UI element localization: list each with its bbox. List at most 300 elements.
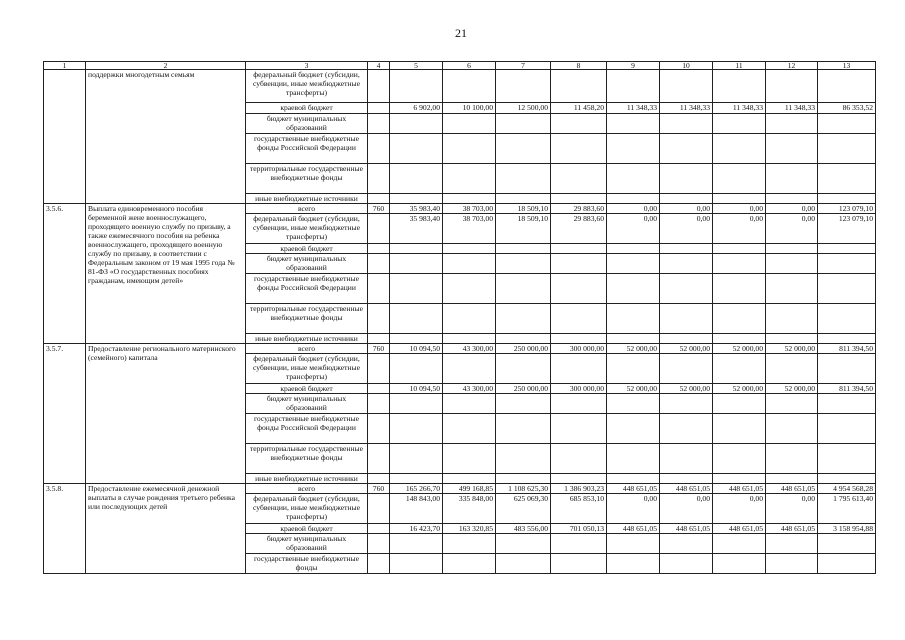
value-cell-col-8: 29 883,60 xyxy=(551,204,607,214)
value-cell-col-12 xyxy=(766,164,818,194)
value-cell-col-12 xyxy=(766,534,818,554)
value-cell-col-13: 86 353,52 xyxy=(818,103,876,114)
value-cell-col-7 xyxy=(496,164,551,194)
value-cell-col-6 xyxy=(443,274,496,304)
value-cell-col-12 xyxy=(766,304,818,334)
value-cell-col-12 xyxy=(766,70,818,103)
code-cell xyxy=(368,304,390,334)
value-cell-col-8 xyxy=(551,334,607,344)
value-cell-col-12: 0,00 xyxy=(766,494,818,524)
value-cell-col-9 xyxy=(607,194,660,204)
value-cell-col-7 xyxy=(496,134,551,164)
value-cell-col-9: 448 651,05 xyxy=(607,484,660,494)
value-cell-col-7 xyxy=(496,444,551,474)
value-cell-col-6: 10 100,00 xyxy=(443,103,496,114)
code-cell xyxy=(368,354,390,384)
value-cell-col-6 xyxy=(443,444,496,474)
value-cell-col-6 xyxy=(443,194,496,204)
funding-source-label: иные внебюджетные источники xyxy=(246,194,368,204)
value-cell-col-13 xyxy=(818,244,876,254)
value-cell-col-9 xyxy=(607,414,660,444)
value-cell-col-9 xyxy=(607,274,660,304)
value-cell-col-9: 0,00 xyxy=(607,214,660,244)
value-cell-col-8 xyxy=(551,474,607,484)
value-cell-col-7 xyxy=(496,254,551,274)
value-cell-col-11 xyxy=(713,414,766,444)
header-row xyxy=(44,62,876,70)
value-cell-col-8 xyxy=(551,254,607,274)
value-cell-col-12 xyxy=(766,414,818,444)
value-cell-col-6 xyxy=(443,474,496,484)
value-cell-col-12: 0,00 xyxy=(766,204,818,214)
value-cell-col-10 xyxy=(660,164,713,194)
value-cell-col-10 xyxy=(660,70,713,103)
value-cell-col-5: 35 983,40 xyxy=(390,214,443,244)
funding-source-label: краевой бюджет xyxy=(246,244,368,254)
value-cell-col-5 xyxy=(390,164,443,194)
value-cell-col-5: 6 902,00 xyxy=(390,103,443,114)
value-cell-col-9: 0,00 xyxy=(607,204,660,214)
value-cell-col-8: 11 458,20 xyxy=(551,103,607,114)
value-cell-col-13: 811 394,50 xyxy=(818,384,876,394)
header-cell-4: 4 xyxy=(368,62,390,70)
value-cell-col-7: 18 509,10 xyxy=(496,204,551,214)
page-number: 21 xyxy=(455,26,467,40)
value-cell-col-11: 11 348,33 xyxy=(713,103,766,114)
value-cell-col-7: 12 500,00 xyxy=(496,103,551,114)
value-cell-col-10 xyxy=(660,194,713,204)
value-cell-col-5 xyxy=(390,554,443,574)
value-cell-col-8 xyxy=(551,534,607,554)
value-cell-col-9: 11 348,33 xyxy=(607,103,660,114)
value-cell-col-10 xyxy=(660,134,713,164)
header-cell-8: 8 xyxy=(551,62,607,70)
code-cell xyxy=(368,394,390,414)
header-cell-13: 13 xyxy=(818,62,876,70)
value-cell-col-7 xyxy=(496,194,551,204)
value-cell-col-13: 811 394,50 xyxy=(818,344,876,354)
value-cell-col-6 xyxy=(443,334,496,344)
code-cell: 760 xyxy=(368,344,390,354)
header-cell-10: 10 xyxy=(660,62,713,70)
value-cell-col-10: 52 000,00 xyxy=(660,384,713,394)
value-cell-col-11 xyxy=(713,304,766,334)
code-cell xyxy=(368,134,390,164)
value-cell-col-12 xyxy=(766,554,818,574)
section-code xyxy=(44,70,86,204)
value-cell-col-8 xyxy=(551,414,607,444)
section-title: Предоставление ежемесячной денежной выплаты в случае рождения третьего ребенка или последующих детей xyxy=(86,484,246,574)
funding-source-label: краевой бюджет xyxy=(246,524,368,534)
value-cell-col-6 xyxy=(443,354,496,384)
value-cell-col-8 xyxy=(551,394,607,414)
value-cell-col-13: 123 079,10 xyxy=(818,204,876,214)
value-cell-col-5: 148 843,00 xyxy=(390,494,443,524)
code-cell xyxy=(368,254,390,274)
value-cell-col-12: 0,00 xyxy=(766,214,818,244)
value-cell-col-13: 123 079,10 xyxy=(818,214,876,244)
code-cell xyxy=(368,534,390,554)
value-cell-col-8 xyxy=(551,164,607,194)
value-cell-col-12: 52 000,00 xyxy=(766,384,818,394)
code-cell xyxy=(368,554,390,574)
funding-source-label: территориальные государственные внебюджетные фонды xyxy=(246,164,368,194)
header-cell-7: 7 xyxy=(496,62,551,70)
code-cell xyxy=(368,194,390,204)
value-cell-col-12 xyxy=(766,354,818,384)
value-cell-col-8 xyxy=(551,134,607,164)
section-title: поддержки многодетным семьям xyxy=(86,70,246,204)
value-cell-col-10 xyxy=(660,394,713,414)
value-cell-col-6 xyxy=(443,534,496,554)
value-cell-col-13 xyxy=(818,334,876,344)
value-cell-col-6 xyxy=(443,414,496,444)
value-cell-col-5 xyxy=(390,134,443,164)
value-cell-col-8: 29 883,60 xyxy=(551,214,607,244)
value-cell-col-6 xyxy=(443,114,496,134)
value-cell-col-12 xyxy=(766,394,818,414)
value-cell-col-11 xyxy=(713,534,766,554)
value-cell-col-7 xyxy=(496,114,551,134)
value-cell-col-10: 52 000,00 xyxy=(660,344,713,354)
code-cell xyxy=(368,384,390,394)
value-cell-col-11 xyxy=(713,164,766,194)
value-cell-col-6: 38 703,00 xyxy=(443,204,496,214)
value-cell-col-5 xyxy=(390,114,443,134)
value-cell-col-5: 10 094,50 xyxy=(390,344,443,354)
section-title: Выплата единовременного пособия беременной жене военнослужащего, проходящего военную службу по призыву, а также ежемесячного пособия на ребенка военнослужащего, проходящего военную службу по призыву, в соответствии с Федеральным законом от 19 мая 1995 года № 81-ФЗ «О государственных пособиях гражданам, имеющим детей» xyxy=(86,204,246,344)
value-cell-col-11 xyxy=(713,554,766,574)
value-cell-col-12 xyxy=(766,134,818,164)
value-cell-col-13 xyxy=(818,164,876,194)
value-cell-col-13 xyxy=(818,254,876,274)
value-cell-col-12 xyxy=(766,444,818,474)
code-cell xyxy=(368,274,390,304)
code-cell xyxy=(368,524,390,534)
table-row xyxy=(44,344,876,354)
value-cell-col-13 xyxy=(818,444,876,474)
value-cell-col-7: 18 509,10 xyxy=(496,214,551,244)
value-cell-col-13 xyxy=(818,534,876,554)
value-cell-col-11 xyxy=(713,194,766,204)
value-cell-col-8 xyxy=(551,114,607,134)
value-cell-col-5 xyxy=(390,334,443,344)
value-cell-col-8 xyxy=(551,444,607,474)
value-cell-col-7 xyxy=(496,334,551,344)
funding-source-label: иные внебюджетные источники xyxy=(246,334,368,344)
value-cell-col-5 xyxy=(390,244,443,254)
value-cell-col-12 xyxy=(766,114,818,134)
value-cell-col-13 xyxy=(818,414,876,444)
table-row xyxy=(44,70,876,103)
value-cell-col-8 xyxy=(551,70,607,103)
value-cell-col-5: 16 423,70 xyxy=(390,524,443,534)
value-cell-col-13: 3 158 954,88 xyxy=(818,524,876,534)
value-cell-col-12: 11 348,33 xyxy=(766,103,818,114)
value-cell-col-13 xyxy=(818,274,876,304)
funding-source-label: бюджет муниципальных образований xyxy=(246,254,368,274)
value-cell-col-10: 448 651,05 xyxy=(660,524,713,534)
value-cell-col-11: 448 651,05 xyxy=(713,524,766,534)
value-cell-col-9 xyxy=(607,70,660,103)
value-cell-col-10: 0,00 xyxy=(660,214,713,244)
header-cell-5: 5 xyxy=(390,62,443,70)
value-cell-col-8 xyxy=(551,304,607,334)
funding-source-label: государственные внебюджетные фонды xyxy=(246,554,368,574)
funding-source-label: федеральный бюджет (субсидии, субвенции, иные межбюджетные трансферты) xyxy=(246,354,368,384)
value-cell-col-5 xyxy=(390,274,443,304)
funding-source-label: бюджет муниципальных образований xyxy=(246,394,368,414)
value-cell-col-11 xyxy=(713,244,766,254)
funding-source-label: федеральный бюджет (субсидии, субвенции, иные межбюджетные трансферты) xyxy=(246,70,368,103)
value-cell-col-9 xyxy=(607,354,660,384)
funding-source-label: всего xyxy=(246,204,368,214)
value-cell-col-10 xyxy=(660,474,713,484)
value-cell-col-8: 701 050,13 xyxy=(551,524,607,534)
value-cell-col-7 xyxy=(496,304,551,334)
code-cell: 760 xyxy=(368,204,390,214)
funding-source-label: государственные внебюджетные фонды Российской Федерации xyxy=(246,414,368,444)
value-cell-col-11: 52 000,00 xyxy=(713,344,766,354)
value-cell-col-10 xyxy=(660,244,713,254)
value-cell-col-11 xyxy=(713,134,766,164)
value-cell-col-7: 250 000,00 xyxy=(496,344,551,354)
value-cell-col-9 xyxy=(607,334,660,344)
funding-source-label: федеральный бюджет (субсидии, субвенции, иные межбюджетные трансферты) xyxy=(246,494,368,524)
value-cell-col-5: 35 983,40 xyxy=(390,204,443,214)
value-cell-col-5 xyxy=(390,304,443,334)
value-cell-col-5 xyxy=(390,474,443,484)
funding-source-label: всего xyxy=(246,344,368,354)
budget-table xyxy=(43,61,876,574)
value-cell-col-8: 1 386 903,23 xyxy=(551,484,607,494)
header-cell-6: 6 xyxy=(443,62,496,70)
value-cell-col-6: 163 320,85 xyxy=(443,524,496,534)
code-cell xyxy=(368,494,390,524)
value-cell-col-12 xyxy=(766,194,818,204)
value-cell-col-6 xyxy=(443,70,496,103)
value-cell-col-5 xyxy=(390,534,443,554)
value-cell-col-5 xyxy=(390,354,443,384)
funding-source-label: территориальные государственные внебюджетные фонды xyxy=(246,444,368,474)
code-cell xyxy=(368,114,390,134)
funding-source-label: иные внебюджетные источники xyxy=(246,474,368,484)
value-cell-col-13 xyxy=(818,114,876,134)
value-cell-col-7 xyxy=(496,244,551,254)
value-cell-col-5 xyxy=(390,194,443,204)
value-cell-col-13 xyxy=(818,394,876,414)
value-cell-col-6 xyxy=(443,134,496,164)
value-cell-col-11 xyxy=(713,354,766,384)
value-cell-col-10: 448 651,05 xyxy=(660,484,713,494)
code-cell xyxy=(368,70,390,103)
value-cell-col-5 xyxy=(390,394,443,414)
value-cell-col-8: 300 000,00 xyxy=(551,344,607,354)
header-cell-11: 11 xyxy=(713,62,766,70)
value-cell-col-5 xyxy=(390,254,443,274)
value-cell-col-10 xyxy=(660,254,713,274)
value-cell-col-11 xyxy=(713,334,766,344)
value-cell-col-13 xyxy=(818,474,876,484)
value-cell-col-13 xyxy=(818,70,876,103)
header-cell-12: 12 xyxy=(766,62,818,70)
code-cell xyxy=(368,214,390,244)
funding-source-label: территориальные государственные внебюджетные фонды xyxy=(246,304,368,334)
value-cell-col-6: 43 300,00 xyxy=(443,384,496,394)
value-cell-col-6 xyxy=(443,254,496,274)
funding-source-label: государственные внебюджетные фонды Российской Федерации xyxy=(246,274,368,304)
funding-source-label: государственные внебюджетные фонды Российской Федерации xyxy=(246,134,368,164)
value-cell-col-8 xyxy=(551,274,607,304)
value-cell-col-9 xyxy=(607,554,660,574)
section-code: 3.5.7. xyxy=(44,344,86,484)
value-cell-col-11 xyxy=(713,474,766,484)
value-cell-col-9 xyxy=(607,394,660,414)
funding-source-label: бюджет муниципальных образований xyxy=(246,114,368,134)
value-cell-col-9: 0,00 xyxy=(607,494,660,524)
value-cell-col-13 xyxy=(818,554,876,574)
value-cell-col-13 xyxy=(818,304,876,334)
value-cell-col-9 xyxy=(607,134,660,164)
value-cell-col-12 xyxy=(766,474,818,484)
value-cell-col-9 xyxy=(607,254,660,274)
value-cell-col-13: 1 795 613,40 xyxy=(818,494,876,524)
value-cell-col-13 xyxy=(818,194,876,204)
value-cell-col-8: 685 853,10 xyxy=(551,494,607,524)
code-cell: 760 xyxy=(368,484,390,494)
value-cell-col-10 xyxy=(660,414,713,444)
value-cell-col-7: 1 108 625,30 xyxy=(496,484,551,494)
value-cell-col-9 xyxy=(607,474,660,484)
value-cell-col-8 xyxy=(551,354,607,384)
header-cell-9: 9 xyxy=(607,62,660,70)
value-cell-col-7: 250 000,00 xyxy=(496,384,551,394)
value-cell-col-11 xyxy=(713,70,766,103)
table-row xyxy=(44,484,876,494)
value-cell-col-11: 52 000,00 xyxy=(713,384,766,394)
value-cell-col-7: 625 069,30 xyxy=(496,494,551,524)
funding-source-label: краевой бюджет xyxy=(246,103,368,114)
value-cell-col-13: 4 954 568,28 xyxy=(818,484,876,494)
value-cell-col-9 xyxy=(607,444,660,474)
header-cell-3: 3 xyxy=(246,62,368,70)
value-cell-col-6 xyxy=(443,244,496,254)
value-cell-col-8 xyxy=(551,194,607,204)
value-cell-col-7 xyxy=(496,274,551,304)
value-cell-col-10 xyxy=(660,304,713,334)
value-cell-col-10 xyxy=(660,334,713,344)
value-cell-col-10 xyxy=(660,354,713,384)
value-cell-col-11 xyxy=(713,274,766,304)
code-cell xyxy=(368,334,390,344)
value-cell-col-7 xyxy=(496,354,551,384)
value-cell-col-7 xyxy=(496,414,551,444)
value-cell-col-6 xyxy=(443,164,496,194)
value-cell-col-8 xyxy=(551,554,607,574)
value-cell-col-5: 165 266,70 xyxy=(390,484,443,494)
value-cell-col-11 xyxy=(713,444,766,474)
value-cell-col-7 xyxy=(496,394,551,414)
code-cell xyxy=(368,414,390,444)
value-cell-col-5 xyxy=(390,70,443,103)
value-cell-col-9 xyxy=(607,304,660,334)
value-cell-col-6 xyxy=(443,394,496,414)
value-cell-col-11: 0,00 xyxy=(713,214,766,244)
value-cell-col-10: 0,00 xyxy=(660,204,713,214)
value-cell-col-8 xyxy=(551,244,607,254)
value-cell-col-9 xyxy=(607,164,660,194)
value-cell-col-5 xyxy=(390,444,443,474)
funding-source-label: бюджет муниципальных образований xyxy=(246,534,368,554)
code-cell xyxy=(368,244,390,254)
table-row xyxy=(44,204,876,214)
header-cell-2: 2 xyxy=(86,62,246,70)
value-cell-col-7 xyxy=(496,474,551,484)
value-cell-col-10 xyxy=(660,274,713,304)
section-code: 3.5.6. xyxy=(44,204,86,344)
value-cell-col-5 xyxy=(390,414,443,444)
value-cell-col-11 xyxy=(713,114,766,134)
value-cell-col-10 xyxy=(660,114,713,134)
value-cell-col-6 xyxy=(443,304,496,334)
value-cell-col-11: 0,00 xyxy=(713,204,766,214)
value-cell-col-13 xyxy=(818,354,876,384)
funding-source-label: всего xyxy=(246,484,368,494)
value-cell-col-10 xyxy=(660,444,713,474)
value-cell-col-11: 448 651,05 xyxy=(713,484,766,494)
value-cell-col-11 xyxy=(713,394,766,414)
value-cell-col-12: 448 651,05 xyxy=(766,524,818,534)
value-cell-col-12 xyxy=(766,334,818,344)
value-cell-col-6: 499 168,85 xyxy=(443,484,496,494)
value-cell-col-9: 52 000,00 xyxy=(607,384,660,394)
value-cell-col-7 xyxy=(496,554,551,574)
value-cell-col-5: 10 094,50 xyxy=(390,384,443,394)
value-cell-col-9 xyxy=(607,534,660,554)
value-cell-col-7 xyxy=(496,534,551,554)
code-cell xyxy=(368,474,390,484)
value-cell-col-7 xyxy=(496,70,551,103)
value-cell-col-9 xyxy=(607,114,660,134)
value-cell-col-12: 52 000,00 xyxy=(766,344,818,354)
value-cell-col-12 xyxy=(766,274,818,304)
value-cell-col-9 xyxy=(607,244,660,254)
value-cell-col-12 xyxy=(766,254,818,274)
section-title: Предоставление регионального материнского (семейного) капитала xyxy=(86,344,246,484)
value-cell-col-10: 11 348,33 xyxy=(660,103,713,114)
value-cell-col-12: 448 651,05 xyxy=(766,484,818,494)
header-cell-1: 1 xyxy=(44,62,86,70)
code-cell xyxy=(368,103,390,114)
value-cell-col-11 xyxy=(713,254,766,274)
value-cell-col-6: 335 848,00 xyxy=(443,494,496,524)
value-cell-col-9: 448 651,05 xyxy=(607,524,660,534)
funding-source-label: федеральный бюджет (субсидии, субвенции, иные межбюджетные трансферты) xyxy=(246,214,368,244)
value-cell-col-8: 300 000,00 xyxy=(551,384,607,394)
value-cell-col-6: 38 703,00 xyxy=(443,214,496,244)
value-cell-col-12 xyxy=(766,244,818,254)
value-cell-col-10 xyxy=(660,554,713,574)
funding-source-label: краевой бюджет xyxy=(246,384,368,394)
value-cell-col-10 xyxy=(660,534,713,554)
code-cell xyxy=(368,444,390,474)
value-cell-col-7: 483 556,00 xyxy=(496,524,551,534)
section-code: 3.5.8. xyxy=(44,484,86,574)
value-cell-col-11: 0,00 xyxy=(713,494,766,524)
value-cell-col-10: 0,00 xyxy=(660,494,713,524)
value-cell-col-6: 43 300,00 xyxy=(443,344,496,354)
value-cell-col-6 xyxy=(443,554,496,574)
